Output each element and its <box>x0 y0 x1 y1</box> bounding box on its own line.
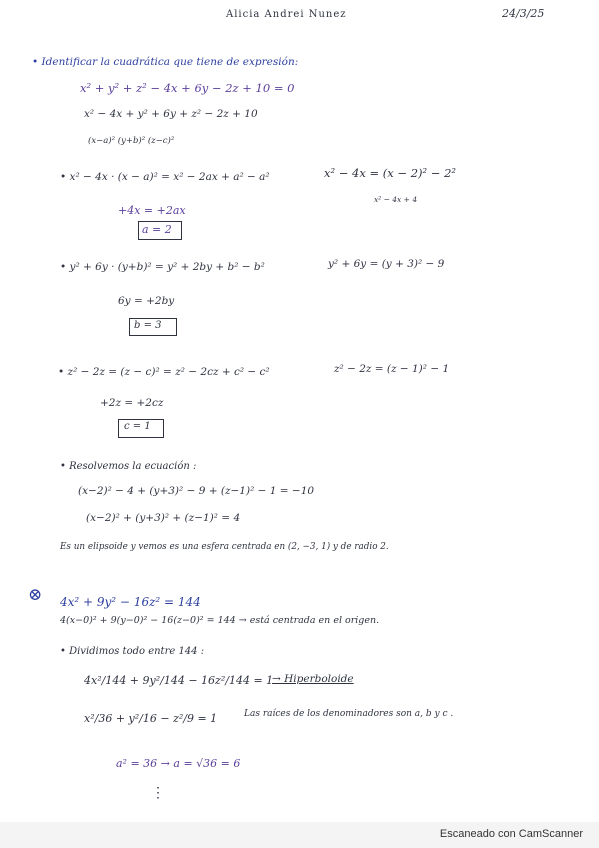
step-z-result: z² − 2z = (z − 1)² − 1 <box>334 363 450 375</box>
section2-equation: 4x² + 9y² − 16z² = 144 <box>60 595 201 609</box>
step-x-result: x² − 4x = (x − 2)² − 2² <box>324 166 456 180</box>
fraction1: 4x²/144 + 9y²/144 − 16z²/144 = 1 <box>84 674 274 687</box>
scanner-footer <box>0 822 599 848</box>
section2-line2: 4(x−0)² + 9(y−0)² − 16(z−0)² = 144 → está centrada en el origen. <box>60 615 380 626</box>
step-y-answer: b = 3 <box>134 320 162 331</box>
conclusion: Es un elipsoide y vemos es una esfera centrada en (2, −3, 1) y de radio 2. <box>60 542 389 552</box>
section1-equation: x² + y² + z² − 4x + 6y − 2z + 10 = 0 <box>80 81 295 95</box>
step-x-answer: a = 2 <box>142 223 172 236</box>
ellipsis: ⋮ <box>151 785 165 801</box>
section1-title: • Identificar la cuadrática que tiene de expresión: <box>32 56 299 68</box>
scanner-watermark: Escaneado con CamScanner <box>439 828 583 840</box>
solve-line2: (x−2)² + (y+3)² + (z−1)² = 4 <box>86 512 241 524</box>
step-y: • y² + 6y · (y+b)² = y² + 2by + b² − b² <box>60 261 265 273</box>
step-z: • z² − 2z = (z − c)² = z² − 2cz + c² − c² <box>58 366 270 378</box>
date: 24/3/25 <box>502 7 545 20</box>
step-x: • x² − 4x · (x − a)² = x² − 2ax + a² − a² <box>60 171 270 183</box>
fraction1-note: → Hiperboloide <box>272 673 354 685</box>
section2-final: a² = 36 → a = √36 = 6 <box>116 757 241 770</box>
step-x-compare: +4x = +2ax <box>118 204 186 217</box>
solve-title: • Resolvemos la ecuación : <box>60 461 197 472</box>
step-z-answer: c = 1 <box>124 421 151 432</box>
section2-marker: ⊗ <box>28 585 43 605</box>
student-name: Alicia Andrei Nunez <box>226 9 347 20</box>
fraction2-note: Las raíces de los denominadores son a, b y c . <box>244 709 454 719</box>
solve-line1: (x−2)² − 4 + (y+3)² − 9 + (z−1)² − 1 = −10 <box>78 485 315 497</box>
section1-regroup-labels: (x−a)² (y+b)² (z−c)² <box>88 136 175 146</box>
step-z-compare: +2z = +2cz <box>100 397 164 409</box>
step-y-result: y² + 6y = (y + 3)² − 9 <box>328 258 445 270</box>
section1-regroup: x² − 4x + y² + 6y + z² − 2z + 10 <box>84 108 258 120</box>
fraction2: x²/36 + y²/16 − z²/9 = 1 <box>84 712 218 725</box>
step-x-note: x² − 4x + 4 <box>374 195 418 204</box>
step-y-compare: 6y = +2by <box>118 295 175 307</box>
divide-title: • Dividimos todo entre 144 : <box>60 646 205 657</box>
